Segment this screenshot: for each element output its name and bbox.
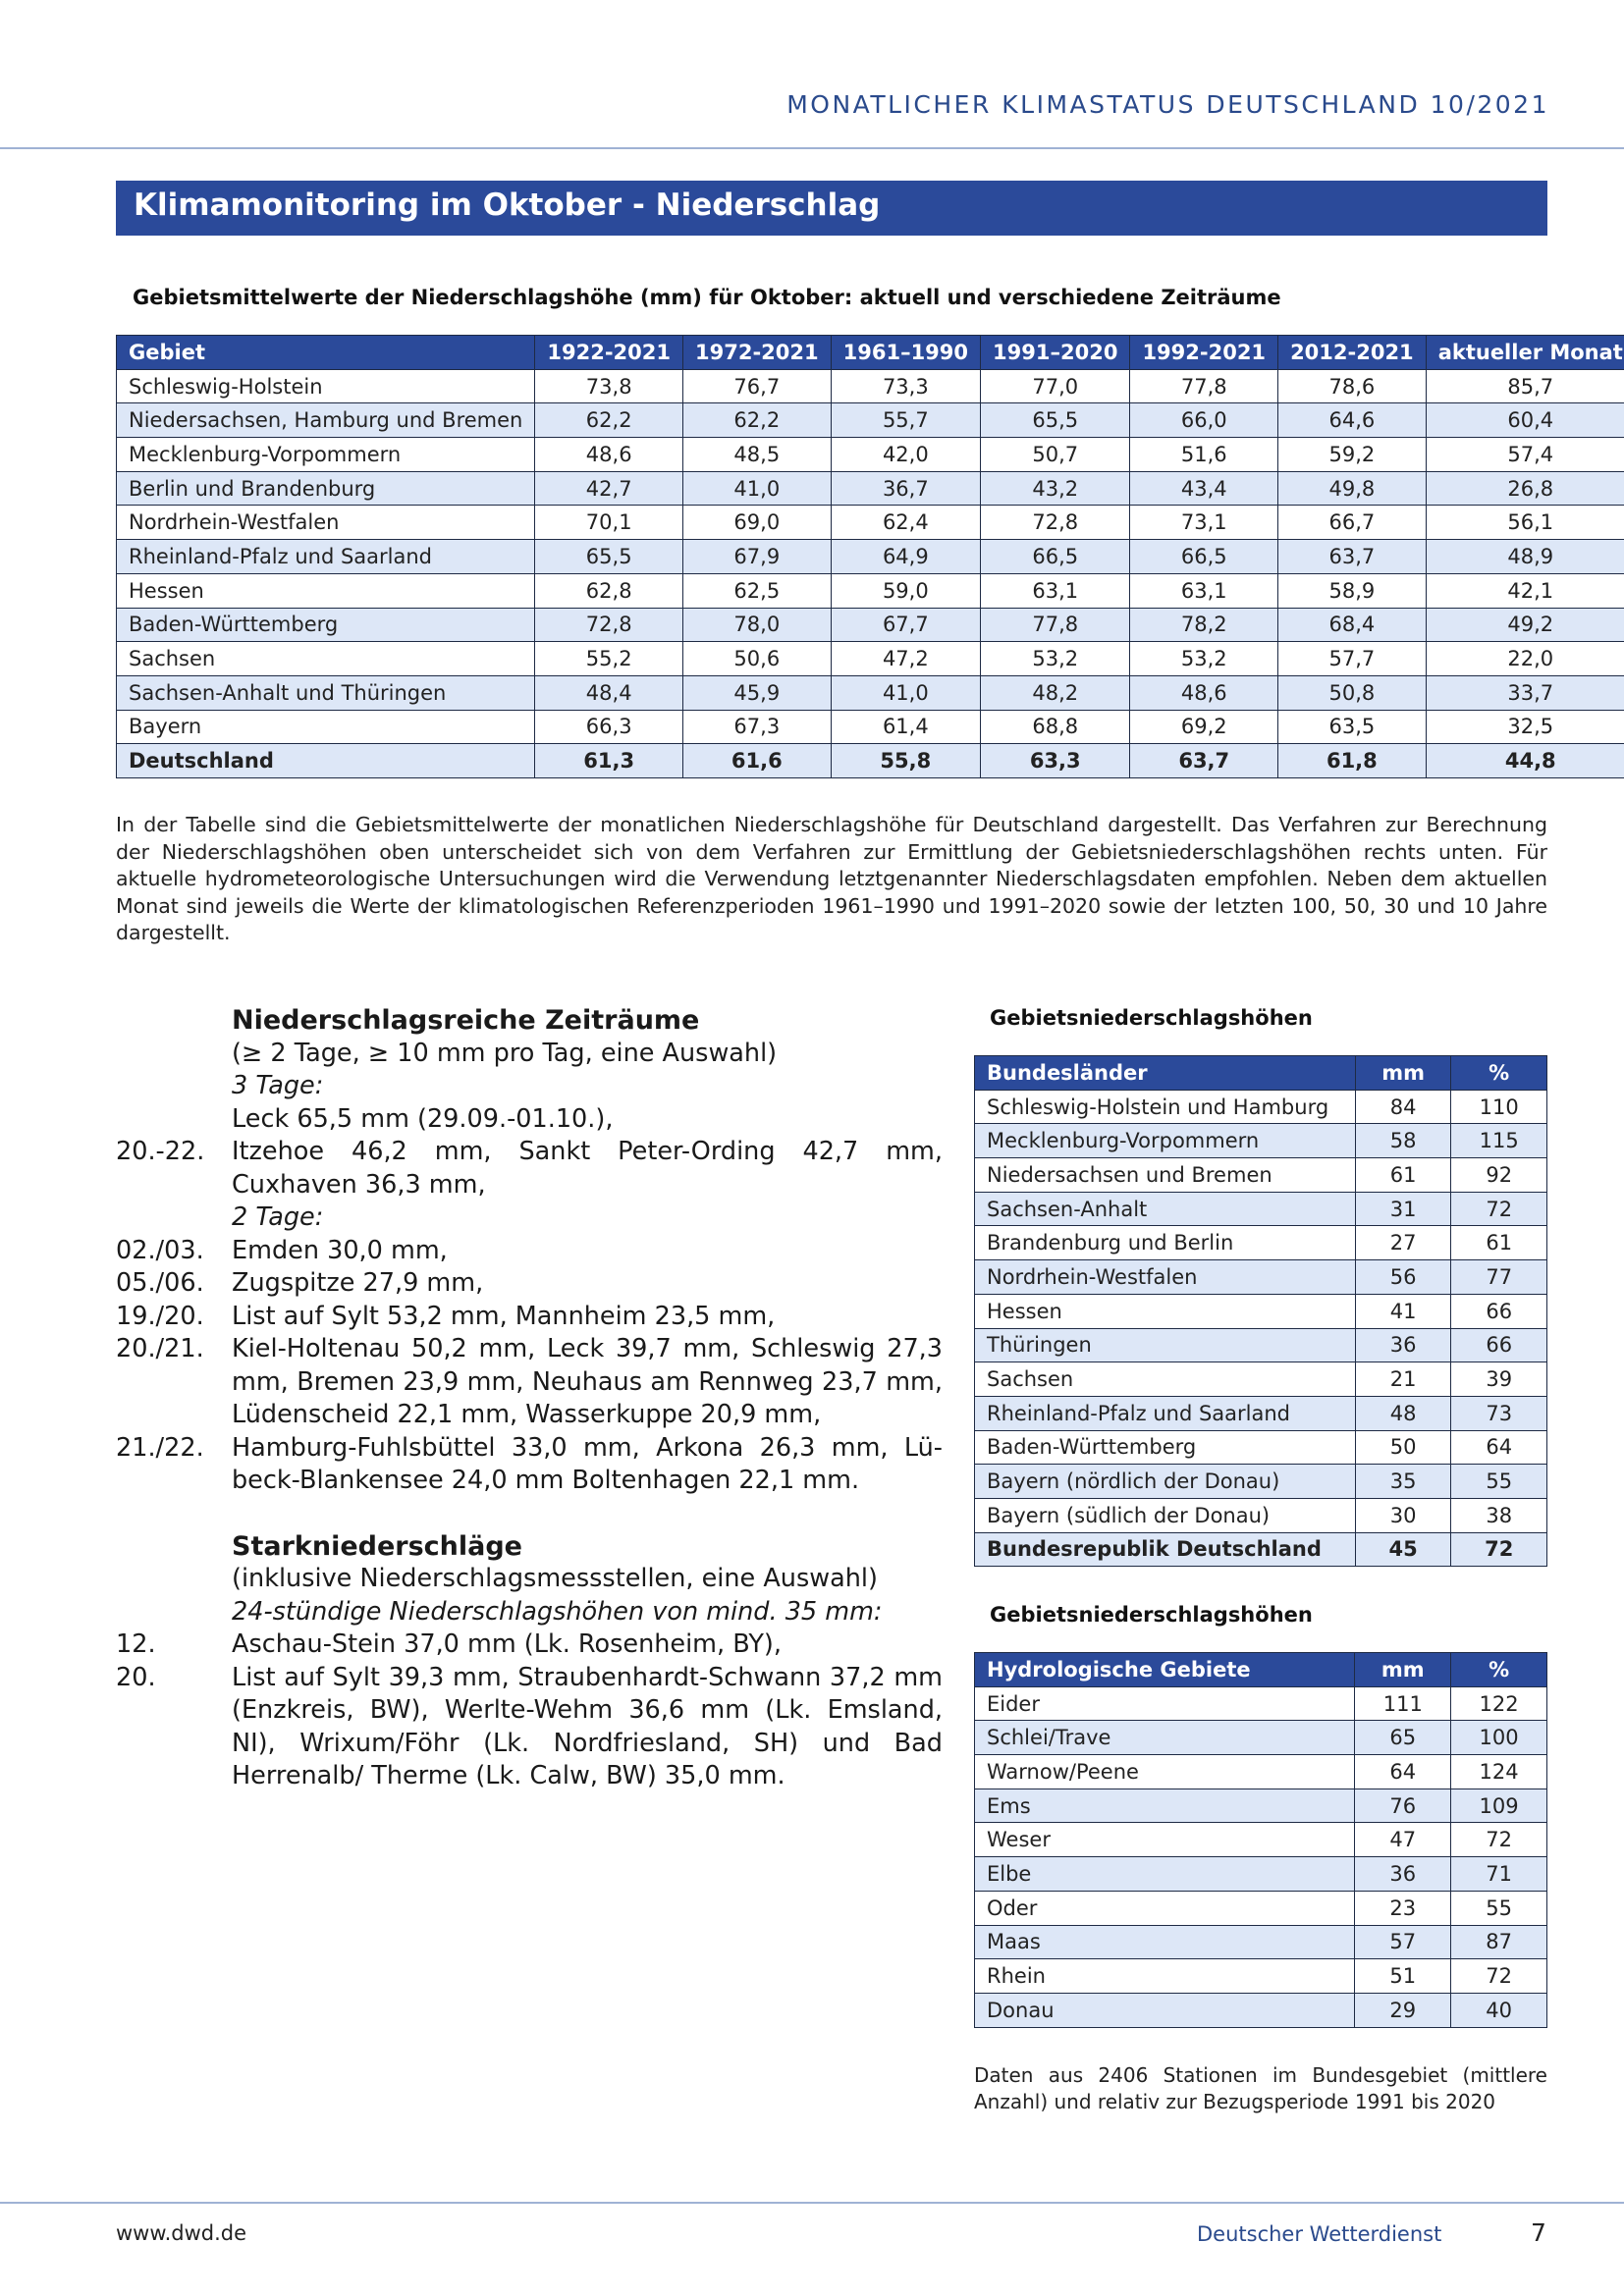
precipitation-table	[116, 335, 1624, 778]
table-cell: 36,7	[831, 471, 980, 506]
table-cell: 41	[1355, 1294, 1451, 1328]
table-cell: 70,1	[535, 506, 683, 540]
table-cell: 60,4	[1426, 403, 1624, 438]
event-date: 19./20.	[116, 1301, 204, 1331]
table-cell: Baden-Württemberg	[975, 1430, 1356, 1465]
table-cell: Niedersachsen, Hamburg und Bremen	[117, 403, 535, 438]
table-cell: Bayern (nördlich der Donau)	[975, 1465, 1356, 1499]
column-header: Bundesländer	[975, 1056, 1356, 1091]
table-cell: 62,2	[535, 403, 683, 438]
table-cell: Thüringen	[975, 1328, 1356, 1362]
table-cell: 72,8	[535, 608, 683, 642]
total-cell: 55,8	[831, 744, 980, 778]
table-cell: 53,2	[981, 642, 1130, 676]
table-cell: Nordrhein-Westfalen	[975, 1260, 1356, 1295]
table-description: In der Tabelle sind die Gebietsmittelwerte der monatlichen Niederschlagshöhe für Deutschland dargestellt. Das Verfahren zur Berechnung der Niederschlagshöhen oben unterscheidet sich von dem Verfahren zur Ermittlung der Gebietsniederschlagshöhen rechts unten. Für aktuelle hydrometeorologische Untersuchungen wird die Verwendung letztgenannter Niederschlagsdaten empfohlen. Neben dem aktuellen Monat sind jeweils die Werte der klimatologischen Referenzperioden 1961–1990 und 1991–2020 sowie der letzten 100, 50, 30 und 10 Jahre dargestellt.	[116, 813, 1547, 944]
events-group2-list	[116, 1235, 943, 1498]
table-cell: 72	[1451, 1959, 1547, 1994]
event-text: Zugspitze 27,9 mm,	[232, 1268, 484, 1298]
table-cell: Eider	[975, 1686, 1355, 1721]
table-cell: 69,0	[683, 506, 832, 540]
table-row	[117, 675, 1624, 710]
event-text: Emden 30,0 mm,	[232, 1235, 448, 1265]
table-cell: 77	[1451, 1260, 1547, 1295]
table-cell: 66,5	[981, 540, 1130, 574]
table-row	[117, 540, 1624, 574]
table-cell: Sachsen	[117, 642, 535, 676]
table-cell: Oder	[975, 1891, 1355, 1925]
table-cell: 68,4	[1278, 608, 1427, 642]
event-text: List auf Sylt 53,2 mm, Mannheim 23,5 mm,	[232, 1301, 776, 1331]
table-cell: 115	[1451, 1124, 1547, 1158]
column-header: 1991–2020	[981, 336, 1130, 370]
table-cell: Maas	[975, 1925, 1355, 1959]
table-cell: 66	[1451, 1328, 1547, 1362]
table-cell: Hessen	[117, 573, 535, 608]
table-cell: Niedersachsen und Bremen	[975, 1158, 1356, 1193]
column-header: Gebiet	[117, 336, 535, 370]
table-cell: 59,2	[1278, 438, 1427, 472]
table-cell: Sachsen-Anhalt und Thüringen	[117, 675, 535, 710]
table-row	[975, 1498, 1547, 1532]
event-text: Kiel-Holtenau 50,2 mm, Leck 39,7 mm, Schleswig 27,3 mm, Bremen 23,9 mm, Neuhaus am Rennweg 23,7 mm, Lüdenscheid 22,1 mm, Wasserkuppe 20,9 mm,	[232, 1334, 943, 1429]
table-row	[975, 1857, 1547, 1892]
heavy-heading: Starkniederschläge	[232, 1530, 522, 1562]
precipitation-events	[116, 1004, 943, 1793]
event-entry	[116, 1301, 943, 1334]
table-cell: 64	[1355, 1755, 1451, 1789]
table-cell: Bayern (südlich der Donau)	[975, 1498, 1356, 1532]
table-row	[117, 369, 1624, 403]
table-cell: 55,2	[535, 642, 683, 676]
table-cell: 63,1	[981, 573, 1130, 608]
table-cell: 57,7	[1278, 642, 1427, 676]
event-date: 20./21.	[116, 1334, 204, 1363]
page-header	[0, 90, 1624, 149]
event-text: List auf Sylt 39,3 mm, Straubenhardt-Schwann 37,2 mm (Enzkreis, BW), Werlte-Wehm 36,6 mm (Lk. Emsland, NI), Wrixum/Föhr (Lk. Nordfriesland, SH) und Bad Herrenalb/ Therme (Lk. Calw, BW) 35,0 mm.	[232, 1662, 943, 1790]
main-table-head	[117, 336, 1624, 370]
table-cell: 68,8	[981, 710, 1130, 744]
total-cell: 61,8	[1278, 744, 1427, 778]
header-row	[117, 336, 1624, 370]
table-cell: 111	[1355, 1686, 1451, 1721]
table-cell: Donau	[975, 1993, 1355, 2027]
table-row	[975, 1396, 1547, 1430]
table-cell: 71	[1451, 1857, 1547, 1892]
table-row	[117, 710, 1624, 744]
table-cell: 22,0	[1426, 642, 1624, 676]
table-cell: 64,9	[831, 540, 980, 574]
table-row	[117, 573, 1624, 608]
table-cell: 47,2	[831, 642, 980, 676]
column-header: %	[1451, 1653, 1547, 1687]
table-row	[975, 1226, 1547, 1260]
main-table-body	[117, 369, 1624, 777]
table-row	[975, 1260, 1547, 1295]
table-cell: 64,6	[1278, 403, 1427, 438]
table-cell: Schlei/Trave	[975, 1721, 1355, 1755]
table-row	[975, 1328, 1547, 1362]
table-cell: 69,2	[1130, 710, 1278, 744]
table-cell: 49,2	[1426, 608, 1624, 642]
event-date: 12.	[116, 1629, 156, 1659]
table-cell: 55	[1451, 1465, 1547, 1499]
footer-organization: Deutscher Wetterdienst	[1197, 2222, 1442, 2246]
table-row	[975, 1158, 1547, 1193]
table-cell: 72	[1451, 1823, 1547, 1857]
table-cell: 78,6	[1278, 369, 1427, 403]
table-row	[975, 1823, 1547, 1857]
table-cell: 41,0	[683, 471, 832, 506]
table-cell: 41,0	[831, 675, 980, 710]
table-cell: 63,7	[1278, 540, 1427, 574]
table-cell: 78,2	[1130, 608, 1278, 642]
table-cell: 77,8	[1130, 369, 1278, 403]
column-header: 1992-2021	[1130, 336, 1278, 370]
table-cell: 65	[1355, 1721, 1451, 1755]
table-row	[975, 1124, 1547, 1158]
table-cell: Nordrhein-Westfalen	[117, 506, 535, 540]
event-entry	[116, 1629, 943, 1662]
table-row	[975, 1993, 1547, 2027]
event-entry	[116, 1662, 943, 1793]
table-cell: 53,2	[1130, 642, 1278, 676]
table-cell: 48,6	[535, 438, 683, 472]
table-cell: 47	[1355, 1823, 1451, 1857]
table-cell: 65,5	[981, 403, 1130, 438]
table-cell: 62,8	[535, 573, 683, 608]
total-cell: 72	[1451, 1532, 1547, 1567]
table-cell: 50,8	[1278, 675, 1427, 710]
total-cell: 63,3	[981, 744, 1130, 778]
table-cell: 38	[1451, 1498, 1547, 1532]
event-date: 20.-22.	[116, 1137, 205, 1166]
column-header: Hydrologische Gebiete	[975, 1653, 1355, 1687]
table-row	[975, 1925, 1547, 1959]
hydro-table	[974, 1652, 1547, 2028]
table-cell: Schleswig-Holstein und Hamburg	[975, 1090, 1356, 1124]
stations-note: Daten aus 2406 Stationen im Bundesgebiet (mittlere Anzahl) und relativ zur Bezugsperiode 1991 bis 2020	[974, 2063, 1547, 2113]
event-text: Aschau-Stein 37,0 mm (Lk. Rosenheim, BY),	[232, 1629, 782, 1659]
table-cell: 92	[1451, 1158, 1547, 1193]
table-cell: 66,0	[1130, 403, 1278, 438]
table-cell: 48,4	[535, 675, 683, 710]
table-row	[975, 1465, 1547, 1499]
table-cell: Sachsen	[975, 1362, 1356, 1397]
table-cell: 58,9	[1278, 573, 1427, 608]
table-cell: 56	[1355, 1260, 1451, 1295]
table-cell: 48,5	[683, 438, 832, 472]
hydro-table-head	[975, 1653, 1547, 1687]
table-row	[975, 1721, 1547, 1755]
table-cell: 49,8	[1278, 471, 1427, 506]
states-table-caption: Gebietsniederschlagshöhen	[990, 1006, 1313, 1030]
table-row	[975, 1686, 1547, 1721]
table-cell: 56,1	[1426, 506, 1624, 540]
total-row	[975, 1532, 1547, 1567]
table-cell: Baden-Württemberg	[117, 608, 535, 642]
table-cell: Berlin und Brandenburg	[117, 471, 535, 506]
event-text: Hamburg-Fuhlsbüttel 33,0 mm, Arkona 26,3 mm, Lübeck-Blankensee 24,0 mm Boltenhagen 22,1 mm.	[232, 1432, 943, 1495]
table-cell: 43,2	[981, 471, 1130, 506]
table-cell: 42,1	[1426, 573, 1624, 608]
table-cell: 48,2	[981, 675, 1130, 710]
table-row	[117, 642, 1624, 676]
table-cell: 87	[1451, 1925, 1547, 1959]
report-title: MONATLICHER KLIMASTATUS DEUTSCHLAND 10/2021	[786, 90, 1549, 119]
column-header: mm	[1355, 1653, 1451, 1687]
table-cell: 61,4	[831, 710, 980, 744]
table-cell: 55	[1451, 1891, 1547, 1925]
column-header: 2012-2021	[1278, 336, 1427, 370]
event-date: 20.	[116, 1662, 156, 1692]
event-entry	[116, 1136, 943, 1201]
table-cell: 59,0	[831, 573, 980, 608]
table-cell: 36	[1355, 1328, 1451, 1362]
table-cell: Hessen	[975, 1294, 1356, 1328]
total-cell: 44,8	[1426, 744, 1624, 778]
table-cell: 72	[1451, 1192, 1547, 1226]
table-cell: 64	[1451, 1430, 1547, 1465]
states-table	[974, 1055, 1547, 1567]
table-row	[975, 1192, 1547, 1226]
event-date: 21./22.	[116, 1432, 204, 1463]
table-cell: 51	[1355, 1959, 1451, 1994]
event-entry	[116, 1267, 943, 1301]
header-divider	[0, 147, 1624, 149]
table-cell: 50	[1355, 1430, 1451, 1465]
table-row	[117, 506, 1624, 540]
table-row	[975, 1362, 1547, 1397]
table-cell: Brandenburg und Berlin	[975, 1226, 1356, 1260]
column-header: mm	[1355, 1056, 1451, 1091]
column-header: 1961–1990	[831, 336, 980, 370]
table-cell: 109	[1451, 1789, 1547, 1823]
events-group2-label: 2 Tage:	[232, 1202, 324, 1232]
table-cell: 58	[1355, 1124, 1451, 1158]
event-text: Itzehoe 46,2 mm, Sankt Peter-Ording 42,7 mm, Cuxhaven 36,3 mm,	[232, 1137, 943, 1200]
table-cell: 66,3	[535, 710, 683, 744]
table-cell: 43,4	[1130, 471, 1278, 506]
footer-divider	[0, 2202, 1624, 2204]
table-cell: 100	[1451, 1721, 1547, 1755]
table-cell: 72,8	[981, 506, 1130, 540]
table-cell: 67,9	[683, 540, 832, 574]
table-row	[117, 438, 1624, 472]
table-row	[975, 1294, 1547, 1328]
table-cell: 62,5	[683, 573, 832, 608]
table-cell: 85,7	[1426, 369, 1624, 403]
main-table-caption: Gebietsmittelwerte der Niederschlagshöhe (mm) für Oktober: aktuell und verschiedene Zeiträume	[133, 286, 1281, 309]
table-cell: Bayern	[117, 710, 535, 744]
states-table-head	[975, 1056, 1547, 1091]
table-row	[117, 403, 1624, 438]
table-cell: 61	[1355, 1158, 1451, 1193]
heavy-label: 24-stündige Niederschlagshöhen von mind. 35 mm:	[232, 1596, 883, 1627]
table-cell: 31	[1355, 1192, 1451, 1226]
table-cell: Weser	[975, 1823, 1355, 1857]
table-cell: 35	[1355, 1465, 1451, 1499]
table-cell: 67,7	[831, 608, 980, 642]
table-cell: 76	[1355, 1789, 1451, 1823]
table-cell: 33,7	[1426, 675, 1624, 710]
events-subheading: (≥ 2 Tage, ≥ 10 mm pro Tag, eine Auswahl)	[232, 1038, 778, 1068]
table-cell: 30	[1355, 1498, 1451, 1532]
table-cell: 42,0	[831, 438, 980, 472]
table-row	[975, 1430, 1547, 1465]
states-table-body	[975, 1090, 1547, 1567]
column-header: 1972-2021	[683, 336, 832, 370]
table-cell: Ems	[975, 1789, 1355, 1823]
table-cell: 62,4	[831, 506, 980, 540]
table-cell: 63,1	[1130, 573, 1278, 608]
table-cell: 29	[1355, 1993, 1451, 2027]
table-cell: 57,4	[1426, 438, 1624, 472]
column-header: 1922-2021	[535, 336, 683, 370]
table-cell: 39	[1451, 1362, 1547, 1397]
table-cell: 63,5	[1278, 710, 1427, 744]
event-entry	[116, 1235, 943, 1268]
table-cell: 73,1	[1130, 506, 1278, 540]
table-cell: 73,8	[535, 369, 683, 403]
table-cell: Warnow/Peene	[975, 1755, 1355, 1789]
event-entry	[116, 1333, 943, 1432]
events-group1-list	[116, 1136, 943, 1201]
total-cell: Bundesrepublik Deutschland	[975, 1532, 1356, 1567]
page-number: 7	[1531, 2218, 1546, 2247]
table-cell: Elbe	[975, 1857, 1355, 1892]
hydro-table-caption: Gebietsniederschlagshöhen	[990, 1603, 1313, 1627]
table-cell: 84	[1355, 1090, 1451, 1124]
table-cell: 50,7	[981, 438, 1130, 472]
table-cell: 76,7	[683, 369, 832, 403]
table-cell: Mecklenburg-Vorpommern	[117, 438, 535, 472]
events-spacer	[116, 1498, 943, 1530]
table-cell: 48,6	[1130, 675, 1278, 710]
table-cell: 48,9	[1426, 540, 1624, 574]
table-cell: 77,0	[981, 369, 1130, 403]
table-cell: 61	[1451, 1226, 1547, 1260]
hydro-table-body	[975, 1686, 1547, 2027]
table-row	[975, 1755, 1547, 1789]
table-cell: 73,3	[831, 369, 980, 403]
table-cell: 66,5	[1130, 540, 1278, 574]
table-cell: Rhein	[975, 1959, 1355, 1994]
total-cell: 61,3	[535, 744, 683, 778]
table-cell: Rheinland-Pfalz und Saarland	[117, 540, 535, 574]
table-cell: 55,7	[831, 403, 980, 438]
events-group1-label: 3 Tage:	[232, 1071, 324, 1100]
table-cell: 21	[1355, 1362, 1451, 1397]
table-cell: 50,6	[683, 642, 832, 676]
total-cell: 45	[1355, 1532, 1451, 1567]
table-cell: 36	[1355, 1857, 1451, 1892]
header-row	[975, 1653, 1547, 1687]
table-cell: 40	[1451, 1993, 1547, 2027]
event-date: 05./06.	[116, 1268, 204, 1298]
column-header: %	[1451, 1056, 1547, 1091]
table-cell: 122	[1451, 1686, 1547, 1721]
table-cell: 23	[1355, 1891, 1451, 1925]
table-cell: 66	[1451, 1294, 1547, 1328]
table-row	[975, 1090, 1547, 1124]
table-row	[975, 1789, 1547, 1823]
table-cell: 124	[1451, 1755, 1547, 1789]
table-cell: 78,0	[683, 608, 832, 642]
table-cell: 48	[1355, 1396, 1451, 1430]
table-cell: 73	[1451, 1396, 1547, 1430]
section-title: Klimamonitoring im Oktober - Niederschlag	[116, 181, 1547, 236]
table-cell: 110	[1451, 1090, 1547, 1124]
table-cell: 32,5	[1426, 710, 1624, 744]
table-row	[975, 1959, 1547, 1994]
table-cell: 67,3	[683, 710, 832, 744]
total-row	[117, 744, 1624, 778]
event-date: 02./03.	[116, 1235, 204, 1265]
heavy-list	[116, 1629, 943, 1793]
table-cell: 57	[1355, 1925, 1451, 1959]
table-row	[117, 471, 1624, 506]
table-cell: 65,5	[535, 540, 683, 574]
table-row	[117, 608, 1624, 642]
events-heading: Niederschlagsreiche Zeiträume	[232, 1005, 700, 1036]
total-cell: 61,6	[683, 744, 832, 778]
heavy-subheading: (inklusive Niederschlagsmessstellen, eine Auswahl)	[232, 1564, 878, 1593]
table-cell: 45,9	[683, 675, 832, 710]
table-cell: Mecklenburg-Vorpommern	[975, 1124, 1356, 1158]
column-header: aktueller Monat	[1426, 336, 1624, 370]
table-cell: 51,6	[1130, 438, 1278, 472]
table-cell: 27	[1355, 1226, 1451, 1260]
table-cell: 62,2	[683, 403, 832, 438]
table-cell: Schleswig-Holstein	[117, 369, 535, 403]
header-row	[975, 1056, 1547, 1091]
events-group1-intro: Leck 65,5 mm (29.09.-01.10.),	[232, 1103, 614, 1134]
table-cell: Sachsen-Anhalt	[975, 1192, 1356, 1226]
table-cell: 42,7	[535, 471, 683, 506]
table-cell: 66,7	[1278, 506, 1427, 540]
total-cell: 63,7	[1130, 744, 1278, 778]
table-cell: Rheinland-Pfalz und Saarland	[975, 1396, 1356, 1430]
event-entry	[116, 1432, 943, 1498]
total-cell: Deutschland	[117, 744, 535, 778]
table-cell: 26,8	[1426, 471, 1624, 506]
footer-url[interactable]: www.dwd.de	[116, 2221, 247, 2245]
table-cell: 77,8	[981, 608, 1130, 642]
table-row	[975, 1891, 1547, 1925]
